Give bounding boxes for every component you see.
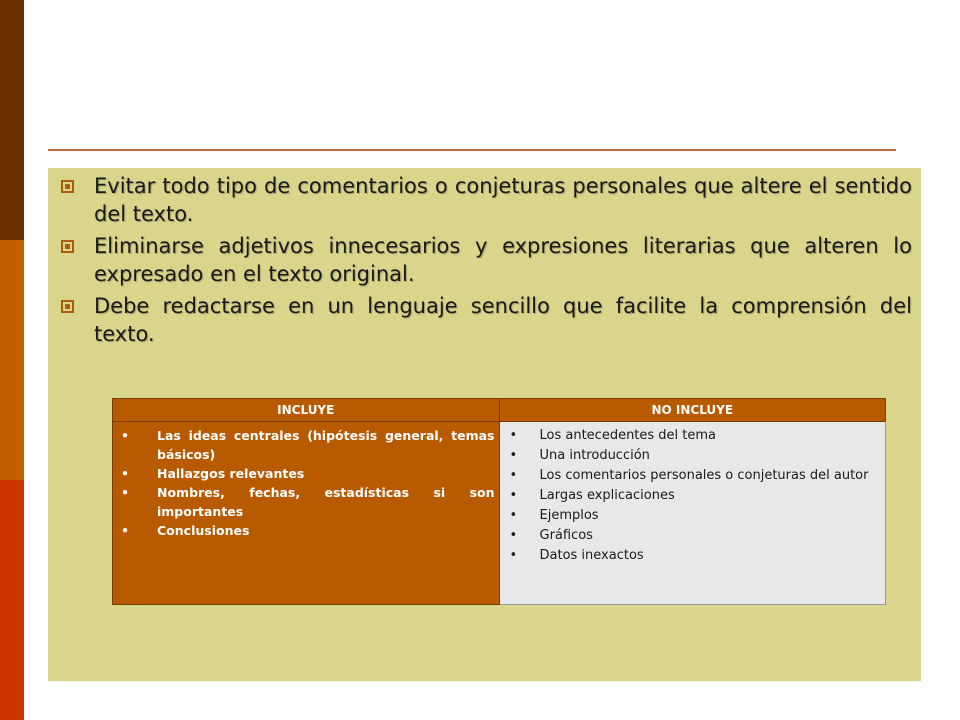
list-item-text: Los comentarios personales o conjeturas del autor	[539, 468, 869, 483]
includes-cell	[113, 422, 500, 605]
bullet-text: Eliminarse adjetivos innecesarios y expresiones literarias que alteren lo expresado en el texto original.	[94, 234, 912, 286]
bullet-dot-icon: •	[509, 468, 518, 483]
bullet-dot-icon: •	[121, 466, 129, 481]
side-color-bar	[0, 0, 24, 720]
list-item	[117, 464, 495, 483]
list-item	[117, 483, 495, 521]
bullet-item	[60, 232, 912, 288]
bullet-dot-icon: •	[509, 448, 518, 463]
list-item-text: Los antecedentes del tema	[539, 428, 717, 443]
list-item	[117, 521, 495, 540]
list-item-text: Una introducción	[539, 448, 650, 463]
bullet-dot-icon: •	[509, 428, 518, 443]
bullet-item	[60, 172, 912, 228]
side-bar-segment-middle	[0, 240, 24, 480]
square-bullet-icon	[61, 180, 74, 193]
header-excludes: NO INCLUYE	[499, 399, 886, 422]
side-bar-segment-top	[0, 0, 24, 240]
list-item-text: Gráficos	[539, 528, 593, 543]
list-item	[504, 426, 882, 446]
side-bar-segment-bottom	[0, 480, 24, 720]
list-item-text: Datos inexactos	[539, 548, 644, 563]
summary-table	[112, 398, 886, 605]
bullet-dot-icon: •	[509, 508, 518, 523]
title-divider	[48, 149, 896, 151]
table-header-row	[113, 399, 886, 422]
table-row	[113, 422, 886, 605]
bullet-dot-icon: •	[509, 528, 518, 543]
excludes-list	[504, 426, 882, 566]
list-item-text: Hallazgos relevantes	[157, 466, 305, 481]
list-item	[504, 506, 882, 526]
list-item	[504, 526, 882, 546]
list-item-text: Conclusiones	[157, 523, 250, 538]
header-includes: INCLUYE	[113, 399, 500, 422]
bullet-dot-icon: •	[509, 548, 518, 563]
square-bullet-icon	[61, 300, 74, 313]
includes-list	[117, 426, 495, 540]
list-item-text: Ejemplos	[539, 508, 599, 523]
list-item	[504, 546, 882, 566]
bullet-dot-icon: •	[509, 488, 518, 503]
list-item	[504, 486, 882, 506]
bullet-text: Debe redactarse en un lenguaje sencillo que facilite la comprensión del texto.	[94, 294, 912, 346]
bullet-dot-icon: •	[121, 523, 129, 538]
bullet-text: Evitar todo tipo de comentarios o conjeturas personales que altere el sentido del texto.	[94, 174, 912, 226]
excludes-cell	[499, 422, 886, 605]
bullet-dot-icon: •	[121, 485, 129, 500]
bullet-item	[60, 292, 912, 348]
square-bullet-icon	[61, 240, 74, 253]
list-item-text: Nombres, fechas, estadísticas si son importantes	[157, 485, 495, 519]
bullet-dot-icon: •	[121, 428, 129, 443]
list-item	[504, 446, 882, 466]
bullet-list	[60, 172, 912, 352]
list-item	[117, 426, 495, 464]
list-item-text: Las ideas centrales (hipótesis general, temas básicos)	[157, 428, 495, 462]
list-item-text: Largas explicaciones	[539, 488, 675, 503]
list-item	[504, 466, 882, 486]
